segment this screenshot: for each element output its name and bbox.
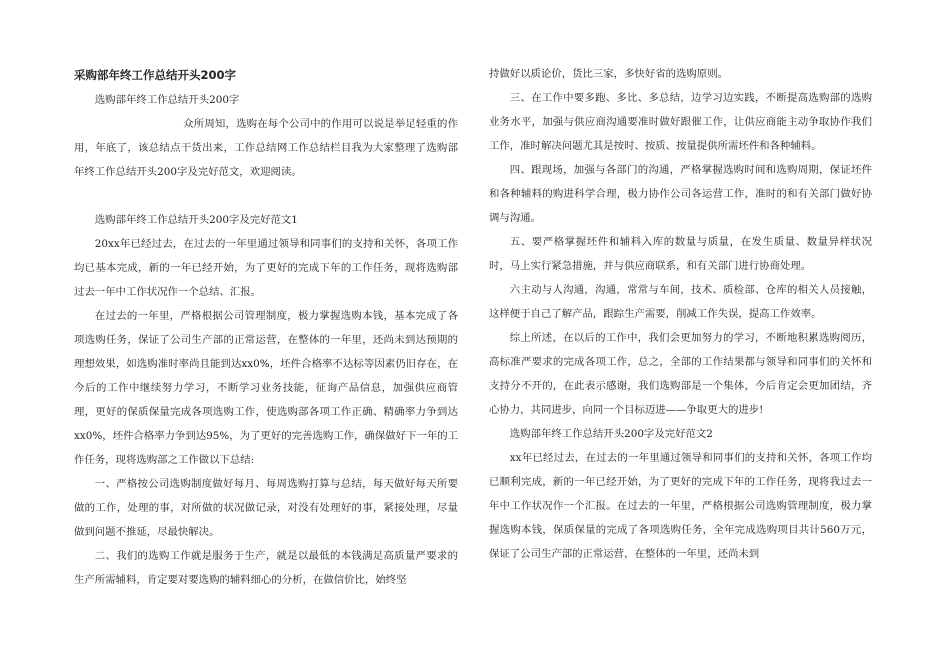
section-heading-1: 选购部年终工作总结开头200字及完好范文1 bbox=[94, 214, 298, 226]
paragraph: 一、严格按公司选购制度做好每月、每周选购打算与总结，每天做好每天所要做的工作，处理的事，对所做的状况做记录，对没有处理好的事，紧接处理，尽量做到问题不推延，尽最快解决。 bbox=[74, 478, 458, 538]
paragraph: xx年已经过去，在过去的一年里通过领导和同事们的支持和关怀，各项工作均已顺利完成，新的一年已经开始，为了更好的完成下年的工作任务，现将我过去一年中工作状况作一个汇报。在过去的一年里，严格根据公司选购管理制度，极力掌握选购本钱，保质保量的完成了各项选购任务，全年完成选购项目共计560万元，保证了公司生产部的正常运营，在整体的一年里，还尚未到 bbox=[489, 452, 872, 560]
section-heading-2: 选购部年终工作总结开头200字及完好范文2 bbox=[509, 428, 713, 440]
intro-paragraph: 众所周知，选购在每个公司中的作用可以说是举足轻重的作用，年底了，该总结点干货出来，工作总结网工作总结栏目我为大家整理了选购部年终工作总结开头200字及完好范文，欢迎阅读。 bbox=[74, 118, 458, 178]
paragraph: 在过去的一年里，严格根据公司管理制度，极力掌握选购本钱，基本完成了各项选购任务，保证了公司生产部的正常运营，在整体的一年里，还尚未到达预期的理想效果，如选购准时率尚且能到达xx0%，坯件合格率不达标等因素仍旧存在，在今后的工作中继续努力学习，不断学习业务技能，征询产品信息，加强供应商管理，更好的保质保量完成各项选购工作，使选购部各项工作正确、精确率力争到达xx0%，坯件合格率力争到达95%，为了更好的完善选购工作，确保做好下一年的工作任务，现将选购部之工作做以下总结: bbox=[74, 310, 458, 466]
paragraph: 20xx年已经过去，在过去的一年里通过领导和同事们的支持和关怀，各项工作均已基本完成，新的一年已经开始，为了更好的完成下年的工作任务，现将选购部过去一年中工作状况作一个总结、汇报。 bbox=[74, 238, 458, 298]
document-title: 采购部年终工作总结开头200字 bbox=[74, 68, 237, 82]
right-column bbox=[489, 62, 872, 566]
paragraph: 综上所述，在以后的工作中，我们会更加努力的学习，不断地积累选购阅历，高标准严要求的完成各项工作，总之，全部的工作结果都与领导和同事们的关怀和支持分不开的，在此表示感谢，我们选购部是一个集体，今后肯定会更加团结，齐心协力，共同进步，向同一个目标迈进——争取更大的进步! bbox=[489, 332, 872, 416]
paragraph-continued: 持做好以质论价，货比三家，多快好省的选购原则。 bbox=[489, 68, 728, 80]
paragraph: 六主动与人沟通，沟通，常常与车间，技术、质检部、仓库的相关人员接触，这样便于自己了解产品，跟踪生产需要，削减工作失误，提高工作效率。 bbox=[489, 284, 872, 320]
document-subtitle: 选购部年终工作总结开头200字 bbox=[94, 94, 240, 106]
paragraph: 三、在工作中要多跑、多比、多总结，边学习边实践，不断提高选购部的选购业务水平，加强与供应商沟通要准时做好跟催工作，让供应商能主动争取协作我们工作，准时解决问题尤其是按时、按质、按量提供所需坯件和各种辅料。 bbox=[489, 92, 872, 152]
paragraph: 二、我们的选购工作就是服务于生产，就是以最低的本钱满足高质量严要求的生产所需辅料，肯定要对要选购的辅料细心的分析，在做信价比，始终坚 bbox=[74, 550, 458, 586]
paragraph: 五、要严格掌握坯件和辅料入库的数量与质量，在发生质量、数量异样状况时，马上实行紧急措施，并与供应商联系，和有关部门进行协商处理。 bbox=[489, 236, 872, 272]
paragraph: 四、跟现场，加强与各部门的沟通，严格掌握选购时间和选购周期，保证坯件和各种辅料的购进科学合理，极力协作公司各运营工作，准时的和有关部门做好协调与沟通。 bbox=[489, 164, 872, 224]
spacer bbox=[74, 184, 458, 208]
left-column bbox=[74, 62, 458, 592]
